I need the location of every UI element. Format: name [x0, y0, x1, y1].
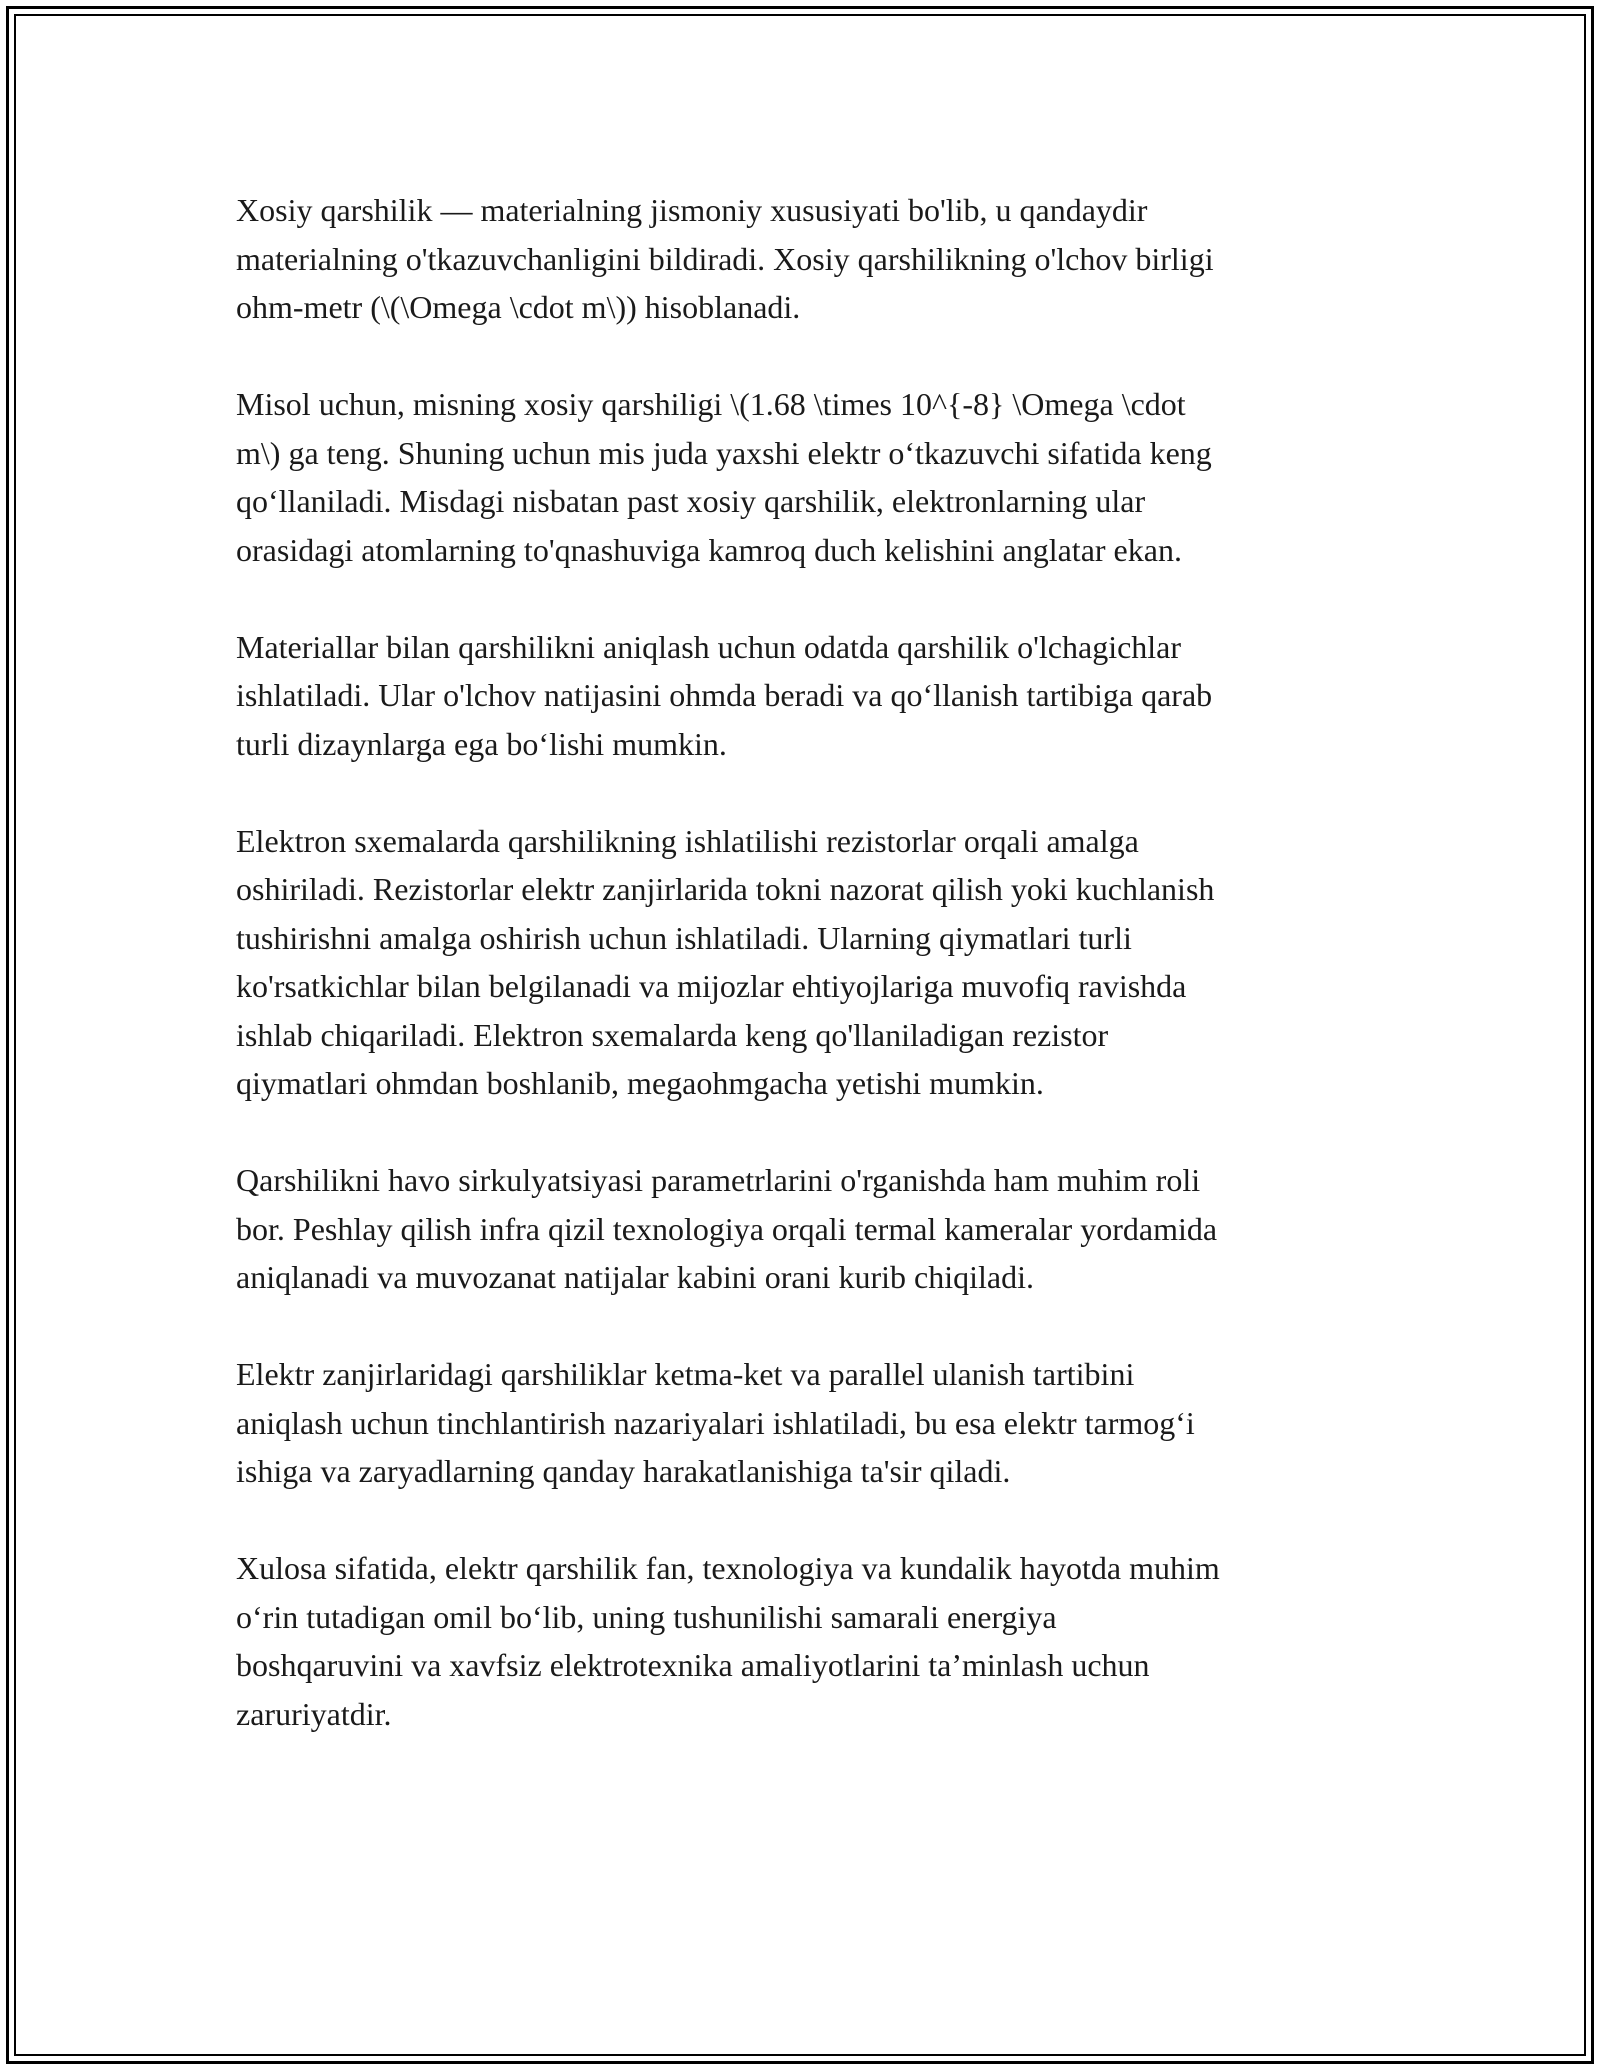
paragraph-resistors: Elektron sxemalarda qarshilikning ishlatilishi rezistorlar orqali amalga oshiriladi. Rezistorlar elektr zanjirlarida tokni nazorat qilish yoki kuchlanish tushirishni amalga oshirish uchun ishlatiladi. Ularning qiymatlari turli ko'rsatkichlar bilan belgilanadi va mijozlar ehtiyojlariga muvofiq ravishda ishlab chiqariladi. Elektron sxemalarda keng qo'llaniladigan rezistor qiymatlari ohmdan boshlanib, megaohmgacha yetishi mumkin.	[236, 822, 1215, 1101]
paragraph-air-circulation: Qarshilikni havo sirkulyatsiyasi parametrlarini o'rganishda ham muhim roli bor. Peshlay qilish infra qizil texnologiya orqali termal kameralar yordamida aniqlanadi va muvozanat natijalar kabini orani kurib chiqiladi.	[236, 1162, 1218, 1295]
paragraph-conclusion: Xulosa sifatida, elektr qarshilik fan, texnologiya va kundalik hayotda muhim o‘rin tutadigan omil bo‘lib, uning tushunilishi samarali energiya boshqaruvini va xavfsiz elektrotexnika amaliyotlarini ta’minlash uchun zaruriyatdir.	[236, 1550, 1220, 1732]
paragraph-circuit-connections: Elektr zanjirlaridagi qarshiliklar ketma-ket va parallel ulanish tartibini aniqlash uchun tinchlantirish nazariyalari ishlatiladi, bu esa elektr tarmog‘i ishiga va zaryadlarning qanday harakatlanishiga ta'sir qiladi.	[236, 1356, 1195, 1489]
document-body	[236, 186, 1376, 1738]
paragraph-copper-example: Misol uchun, misning xosiy qarshiligi \(1.68 \times 10^{-8} \Omega \cdot m\) ga teng. Shuning uchun mis juda yaxshi elektr o‘tkazuvchi sifatida keng qo‘llaniladi. Misdagi nisbatan past xosiy qarshilik, elektronlarning ular orasidagi atomlarning to'qnashuviga kamroq duch kelishini anglatar ekan.	[236, 386, 1212, 568]
paragraph-measurement: Materiallar bilan qarshilikni aniqlash uchun odatda qarshilik o'lchagichlar ishlatiladi. Ular o'lchov natijasini ohmda beradi va qo‘llanish tartibiga qarab turli dizaynlarga ega bo‘lishi mumkin.	[236, 628, 1213, 762]
paragraph-resistivity-definition: Xosiy qarshilik — materialning jismoniy xususiyati bo'lib, u qandaydir materialning o'tkazuvchanligini bildiradi. Xosiy qarshilikning o'lchov birligi ohm-metr (\(\Omega \cdot m\)) hisoblanadi.	[236, 192, 1214, 325]
